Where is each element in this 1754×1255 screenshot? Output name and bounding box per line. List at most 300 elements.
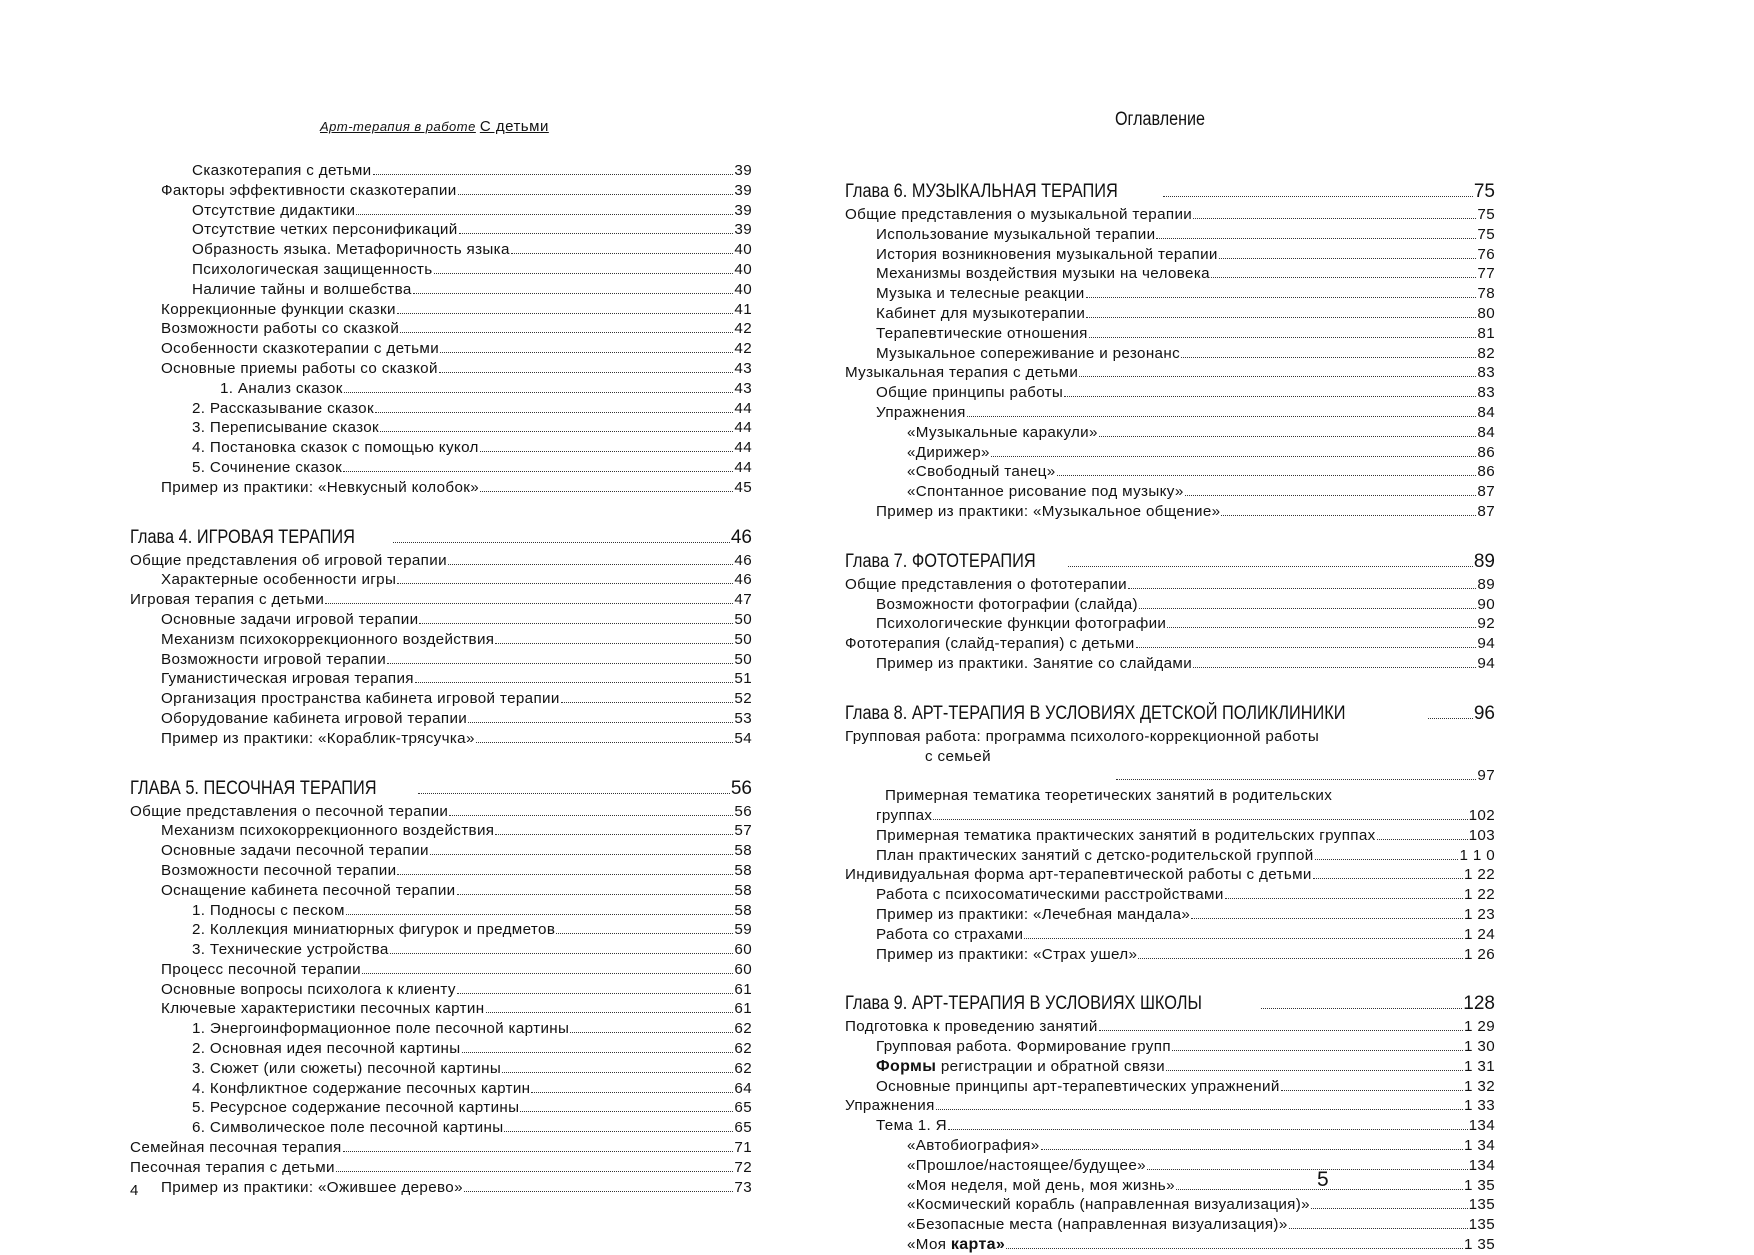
toc-entry-title <box>876 403 966 423</box>
dot-leader <box>1193 667 1476 668</box>
toc-entry-title <box>161 729 475 749</box>
toc-page-number: 44 <box>734 458 752 476</box>
dot-leader <box>343 471 733 472</box>
dot-leader <box>531 1092 733 1093</box>
toc-entry-text: Наличие тайны и волшебства <box>192 280 412 298</box>
toc-page-number: 42 <box>734 320 752 338</box>
toc-page-number: 80 <box>1477 304 1495 322</box>
toc-entry-title <box>130 775 377 802</box>
toc-chapter <box>845 700 1495 727</box>
toc-entry-text: Пример из практики. Занятие со слайдами <box>876 654 1193 672</box>
toc-page-number: 1 30 <box>1464 1038 1495 1056</box>
toc-entry-text: Работа со страхами <box>876 925 1024 943</box>
toc-entry <box>130 881 752 901</box>
dot-leader <box>375 412 733 413</box>
toc-entry <box>845 766 1495 786</box>
toc-entry-text: «Прошлое/настоящее/будущее» <box>907 1156 1146 1174</box>
toc-entry-title <box>876 846 1314 866</box>
toc-entry-text: Пример из практики: «Лечебная мандала» <box>876 905 1191 923</box>
toc-entry-title <box>845 363 1078 383</box>
dot-leader <box>504 1131 733 1132</box>
toc-entry-text: Общие представления о песочной терапии <box>130 802 449 820</box>
dot-leader <box>434 273 734 274</box>
toc-entry-text: Возможности работы со сказкой <box>161 320 400 338</box>
toc-entry-text: Пример из практики: «Кораблик-трясучка» <box>161 729 475 747</box>
toc-chapter <box>130 775 752 802</box>
toc-page-number: 46 <box>730 526 752 548</box>
toc-entry <box>845 482 1495 502</box>
toc-page-number: 83 <box>1477 384 1495 402</box>
toc-entry-title <box>845 700 1346 727</box>
toc-page-number: 97 <box>1477 767 1495 785</box>
toc-entry-title <box>876 1077 1280 1097</box>
toc-entry-text: 3. Технические устройства <box>192 941 389 959</box>
toc-page-number: 1 24 <box>1464 925 1495 943</box>
toc-entry-title <box>161 709 467 729</box>
toc-page-number: 39 <box>734 221 752 239</box>
toc-entry-text: Характерные особенности игры <box>161 571 397 589</box>
toc-page-number: 50 <box>734 610 752 628</box>
toc-entry <box>130 438 752 458</box>
toc-entry-title <box>845 205 1192 225</box>
toc-entry <box>130 379 752 399</box>
toc-entry-text: 3. Переписывание сказок <box>192 419 380 437</box>
toc-entry-title <box>192 1059 501 1079</box>
toc-entry <box>130 802 752 822</box>
toc-page-number: 44 <box>734 399 752 417</box>
toc-entry-text: Особенности сказкотерапии с детьми <box>161 340 440 358</box>
page-number: 4 <box>130 1182 139 1199</box>
toc-entry-title: Примерная тематика теоретических занятий в родительских <box>885 787 1333 805</box>
toc-entry-text: Общие представления о фототерапии <box>845 575 1128 593</box>
toc-entry <box>845 1235 1495 1255</box>
toc-entry <box>130 980 752 1000</box>
toc-page-number: 65 <box>734 1119 752 1137</box>
dot-leader <box>1211 277 1476 278</box>
toc-entry <box>845 344 1495 364</box>
toc-entry-title <box>161 181 457 201</box>
toc-entry <box>130 300 752 320</box>
toc-entry-title <box>845 178 1118 205</box>
toc-entry-title <box>845 548 1036 575</box>
toc-page-number: 71 <box>734 1139 752 1157</box>
toc-entry-title <box>192 1039 461 1059</box>
toc-page-number: 44 <box>734 419 752 437</box>
toc-entry-title <box>192 920 555 940</box>
toc-entry <box>845 245 1495 265</box>
toc-entry-text: ГЛАВА 5. ПЕСОЧНАЯ ТЕРАПИЯ <box>130 777 377 799</box>
toc-right <box>845 152 1495 1255</box>
toc-page-number: 89 <box>1473 550 1495 572</box>
toc-entry-text: Упражнения <box>876 403 966 421</box>
dot-leader <box>1181 357 1476 358</box>
toc-entry-text: Глава 4. ИГРОВАЯ ТЕРАПИЯ <box>130 526 355 548</box>
toc-entry <box>845 826 1495 846</box>
toc-entry-text: Возможности фотографии (слайда) <box>876 595 1138 613</box>
toc-entry-title <box>161 861 396 881</box>
toc-entry <box>130 240 752 260</box>
dot-leader <box>397 583 733 584</box>
dot-leader <box>1315 859 1459 860</box>
toc-page-number: 58 <box>734 842 752 860</box>
dot-leader <box>1136 647 1477 648</box>
toc-page-number: 56 <box>734 802 752 820</box>
toc-entry <box>130 161 752 181</box>
dot-leader <box>1086 297 1477 298</box>
toc-page-number: 1 31 <box>1464 1057 1495 1075</box>
dot-leader <box>464 1191 734 1192</box>
toc-entry-text: Упражнения <box>845 1097 935 1115</box>
dot-leader <box>390 953 734 954</box>
toc-entry <box>845 945 1495 965</box>
toc-entry <box>845 806 1495 826</box>
chapter-gap <box>130 498 752 516</box>
toc-entry-text: Отсутствие четких персонификаций <box>192 221 458 239</box>
toc-entry-title <box>876 383 1063 403</box>
toc-entry <box>130 729 752 749</box>
toc-entry-title <box>130 1158 335 1178</box>
toc-entry <box>845 205 1495 225</box>
toc-entry-title <box>845 990 1202 1017</box>
toc-entry <box>845 905 1495 925</box>
toc-entry-title <box>192 1098 519 1118</box>
toc-page-number: 64 <box>734 1079 752 1097</box>
chapter-gap <box>130 749 752 767</box>
toc-page-number: 40 <box>734 241 752 259</box>
toc-entry-text: «Спонтанное рисование под музыку» <box>907 483 1184 501</box>
toc-entry <box>845 865 1495 885</box>
toc-page-number: 62 <box>734 1059 752 1077</box>
dot-leader <box>967 416 1477 417</box>
toc-entry <box>845 595 1495 615</box>
toc-entry-text: Механизм психокоррекционного воздействия <box>161 630 495 648</box>
toc-entry-title <box>876 595 1138 615</box>
toc-entry-title <box>161 689 560 709</box>
toc-entry <box>845 225 1495 245</box>
toc-entry-title <box>161 841 429 861</box>
toc-entry-bold: Формы <box>876 1057 937 1075</box>
toc-entry-title <box>907 1176 1175 1196</box>
toc-entry-text: Пример из практики: «Страх ушел» <box>876 945 1138 963</box>
dot-leader <box>336 1171 734 1172</box>
toc-page-number: 84 <box>1477 423 1495 441</box>
toc-page-number: 83 <box>1477 364 1495 382</box>
toc-entry-text: История возникновения музыкальной терапии <box>876 245 1218 263</box>
toc-entry <box>130 359 752 379</box>
dot-leader <box>936 1109 1463 1110</box>
dot-leader <box>325 603 733 604</box>
toc-page-number: 54 <box>734 729 752 747</box>
toc-entry-text: Процесс песочной терапии <box>161 960 361 978</box>
toc-page-number: 135 <box>1468 1216 1495 1234</box>
dot-leader <box>1116 779 1476 780</box>
toc-entry-title <box>876 1116 947 1136</box>
toc-entry-text: регистрации и обратной связи <box>936 1057 1165 1075</box>
toc-entry <box>130 861 752 881</box>
toc-entry-text: 4. Конфликтное содержание песочных картин <box>192 1079 531 1097</box>
toc-entry-text: Индивидуальная форма арт-терапевтической работы с детьми <box>845 866 1312 884</box>
toc-entry-text: Оборудование кабинета игровой терапии <box>161 709 468 727</box>
toc-entry-title <box>192 201 355 221</box>
toc-entry-text: Факторы эффективности сказкотерапии <box>161 181 457 199</box>
toc-entry-title <box>907 462 1056 482</box>
dot-leader <box>1099 1030 1463 1031</box>
toc-entry-text: 1. Энергоинформационное поле песочной картины <box>192 1020 570 1038</box>
toc-entry-text: Механизмы воздействия музыки на человека <box>876 265 1210 283</box>
toc-page-number: 58 <box>734 901 752 919</box>
toc-page-number: 87 <box>1477 502 1495 520</box>
toc-page-number: 43 <box>734 379 752 397</box>
toc-page-number: 61 <box>734 980 752 998</box>
toc-entry <box>845 1017 1495 1037</box>
toc-entry-text: Общие представления о музыкальной терапии <box>845 206 1193 223</box>
toc-entry-text: Гуманистическая игровая терапия <box>161 670 414 688</box>
toc-entry-text: Игровая терапия с детьми <box>130 591 325 609</box>
toc-page-number: 1 1 0 <box>1459 846 1495 864</box>
dot-leader <box>1166 1070 1463 1071</box>
toc-entry <box>130 1118 752 1138</box>
toc-entry-title <box>876 654 1192 674</box>
toc-entry-text: Пример из практики: «Музыкальное общение» <box>876 502 1221 520</box>
toc-entry <box>845 304 1495 324</box>
toc-entry-title <box>192 399 374 419</box>
dot-leader <box>457 993 734 994</box>
toc-entry <box>845 403 1495 423</box>
toc-entry-title <box>907 482 1184 502</box>
dot-leader <box>459 233 734 234</box>
dot-leader <box>495 643 733 644</box>
toc-entry-title <box>876 885 1224 905</box>
toc-chapter <box>130 524 752 551</box>
dot-leader <box>1167 627 1476 628</box>
toc-entry-title <box>876 304 1085 324</box>
toc-entry-text: 4. Постановка сказок с помощью кукол <box>192 439 479 457</box>
toc-entry <box>845 1195 1495 1215</box>
toc-page-number: 50 <box>734 630 752 648</box>
toc-entry-text: Терапевтические отношения <box>876 324 1088 342</box>
toc-entry-title <box>876 925 1023 945</box>
toc-entry <box>130 1019 752 1039</box>
toc-entry <box>130 940 752 960</box>
toc-entry-text: Глава 8. АРТ-ТЕРАПИЯ В УСЛОВИЯХ ДЕТСКОЙ ПОЛИКЛИНИКИ <box>845 702 1346 724</box>
toc-entry <box>845 1215 1495 1235</box>
toc-entry-title <box>907 1156 1146 1176</box>
toc-entry <box>130 709 752 729</box>
toc-page-number: 59 <box>734 921 752 939</box>
toc-page-number: 56 <box>730 777 752 799</box>
toc-entry <box>845 614 1495 634</box>
toc-entry-text: Музыкальное сопереживание и резонанс <box>876 344 1181 362</box>
dot-leader <box>1311 1208 1468 1209</box>
toc-entry-title <box>192 458 342 478</box>
dot-leader <box>1086 317 1476 318</box>
dot-leader <box>413 293 734 294</box>
toc-entry-title <box>130 1138 342 1158</box>
toc-entry-text: 3. Сюжет (или сюжеты) песочной картины <box>192 1059 502 1077</box>
toc-entry-title <box>161 881 456 901</box>
running-head-title: Арт-терапия в работе <box>320 119 476 134</box>
dot-leader <box>495 834 733 835</box>
dot-leader <box>393 542 730 543</box>
dot-leader <box>1156 238 1476 239</box>
dot-leader <box>1191 918 1463 919</box>
toc-entry <box>845 1077 1495 1097</box>
toc-page-number: 44 <box>734 439 752 457</box>
toc-entry-line <box>845 786 1495 806</box>
dot-leader <box>415 682 734 683</box>
toc-entry-title <box>192 220 458 240</box>
toc-entry-title <box>845 575 1127 595</box>
toc-entry <box>130 901 752 921</box>
toc-page-number: 92 <box>1477 615 1495 633</box>
toc-entry-title <box>192 280 412 300</box>
toc-entry-title <box>161 669 414 689</box>
toc-entry <box>130 999 752 1019</box>
dot-leader <box>561 702 734 703</box>
toc-entry <box>130 1138 752 1158</box>
toc-entry-text: Кабинет для музыкотерапии <box>876 304 1086 322</box>
toc-entry <box>130 319 752 339</box>
toc-page-number: 62 <box>734 1020 752 1038</box>
toc-page-number: 43 <box>734 359 752 377</box>
toc-page-number: 75 <box>1477 206 1495 223</box>
dot-leader <box>1428 718 1473 719</box>
toc-entry <box>130 458 752 478</box>
toc-entry-title <box>161 980 456 1000</box>
toc-page-number: 39 <box>734 162 752 179</box>
toc-page-number: 94 <box>1477 635 1495 653</box>
toc-entry <box>130 841 752 861</box>
toc-page-number: 45 <box>734 478 752 496</box>
toc-page-number: 60 <box>734 941 752 959</box>
toc-entry-text: Работа с психосоматическими расстройствами <box>876 886 1224 904</box>
dot-leader <box>1089 337 1477 338</box>
toc-page-number: 135 <box>1468 1196 1495 1214</box>
dot-leader <box>511 253 734 254</box>
toc-page-number: 39 <box>734 181 752 199</box>
toc-entry <box>130 1059 752 1079</box>
toc-entry <box>845 575 1495 595</box>
toc-entry <box>845 885 1495 905</box>
dot-leader <box>1024 938 1463 939</box>
toc-entry-text: Пример из практики: «Невкусный колобок» <box>161 478 480 496</box>
toc-entry-title <box>192 240 510 260</box>
toc-entry-title <box>192 260 433 280</box>
toc-entry-text: Ключевые характеристики песочных картин <box>161 1000 485 1018</box>
toc-entry <box>845 264 1495 284</box>
toc-page-number: 51 <box>734 670 752 688</box>
dot-leader <box>1313 878 1463 879</box>
dot-leader <box>458 194 734 195</box>
toc-entry-text: Глава 6. МУЗЫКАЛЬНАЯ ТЕРАПИЯ <box>845 181 1118 202</box>
toc-entry-title <box>876 826 1376 846</box>
toc-entry <box>845 462 1495 482</box>
toc-entry-title <box>876 614 1166 634</box>
toc-page-number: 76 <box>1477 245 1495 263</box>
toc-entry-text: Основные принципы арт-терапевтических упражнений <box>876 1077 1280 1095</box>
toc-page-number: 58 <box>734 861 752 879</box>
toc-page-number: 47 <box>734 591 752 609</box>
dot-leader <box>462 1052 734 1053</box>
toc-entry-title <box>130 551 447 571</box>
dot-leader <box>418 793 730 794</box>
toc-entry-title <box>192 901 345 921</box>
toc-page-number: 1 22 <box>1464 886 1495 904</box>
toc-entry <box>130 478 752 498</box>
dot-leader <box>430 854 734 855</box>
dot-leader <box>1138 958 1463 959</box>
toc-entry-text: Основные задачи игровой терапии <box>161 610 419 628</box>
chapter-gap <box>845 522 1495 540</box>
toc-page-number: 87 <box>1477 483 1495 501</box>
dot-leader <box>356 214 733 215</box>
toc-page-number: 40 <box>734 280 752 298</box>
toc-entry <box>130 399 752 419</box>
toc-entry-title <box>130 802 448 822</box>
toc-entry-bold: карта» <box>950 1236 1006 1254</box>
toc-page-number: 84 <box>1477 403 1495 421</box>
toc-entry-title <box>876 806 932 826</box>
toc-entry-text: Отсутствие дидактики <box>192 201 356 219</box>
toc-entry-text: Использование музыкальной терапии <box>876 225 1156 243</box>
toc-entry-title <box>876 344 1180 364</box>
toc-entry <box>130 920 752 940</box>
toc-entry-title <box>130 524 355 551</box>
dot-leader <box>1041 1149 1464 1150</box>
toc-entry-text: Основные вопросы психолога к клиенту <box>161 980 456 998</box>
toc-entry-text: Песочная терапия с детьми <box>130 1158 335 1176</box>
toc-entry <box>845 443 1495 463</box>
toc-entry <box>130 669 752 689</box>
contents-title: Оглавление <box>1115 109 1206 130</box>
toc-entry-text: Сказкотерапия с детьми <box>192 162 372 179</box>
toc-entry <box>130 650 752 670</box>
toc-entry-text: 2. Основная идея песочной картины <box>192 1040 461 1058</box>
toc-page-number: 75 <box>1473 181 1495 202</box>
left-page <box>0 0 877 1240</box>
toc-entry-title <box>907 1195 1310 1215</box>
toc-entry-title <box>161 478 479 498</box>
toc-entry-text: «Космический корабль (направленная визуализация)» <box>907 1196 1310 1214</box>
toc-entry-text: 1. Подносы с песком <box>192 901 345 919</box>
toc-entry-title <box>907 1136 1040 1156</box>
toc-entry-title <box>161 610 418 630</box>
toc-page-number: 102 <box>1468 806 1495 824</box>
toc-page-number: 94 <box>1477 654 1495 672</box>
toc-entry <box>845 1096 1495 1116</box>
toc-entry-title: Групповая работа: программа психолого-коррекционной работы <box>845 727 1320 745</box>
toc-page-number: 81 <box>1477 324 1495 342</box>
toc-entry-text: «Моя неделя, мой день, моя жизнь» <box>907 1176 1175 1194</box>
toc-page-number: 82 <box>1477 344 1495 362</box>
toc-entry-title <box>130 590 324 610</box>
toc-page-number: 53 <box>734 709 752 727</box>
toc-entry-text: Глава 7. ФОТОТЕРАПИЯ <box>845 550 1036 572</box>
toc-entry-text: группах <box>876 806 933 824</box>
toc-entry-title <box>192 940 389 960</box>
toc-entry <box>845 1057 1495 1077</box>
toc-entry-text: Музыка и телесные реакции <box>876 285 1085 303</box>
dot-leader <box>1068 566 1473 567</box>
toc-entry-text: Примерная тематика практических занятий в родительских группах <box>876 826 1376 844</box>
toc-chapter <box>845 548 1495 575</box>
toc-entry-text: «Автобиография» <box>907 1137 1040 1155</box>
toc-entry-text: Тема 1. Я <box>876 1117 947 1135</box>
toc-entry-title <box>876 1057 1165 1077</box>
toc-chapter <box>845 178 1495 205</box>
toc-entry-title <box>192 1079 530 1099</box>
toc-entry <box>130 570 752 590</box>
